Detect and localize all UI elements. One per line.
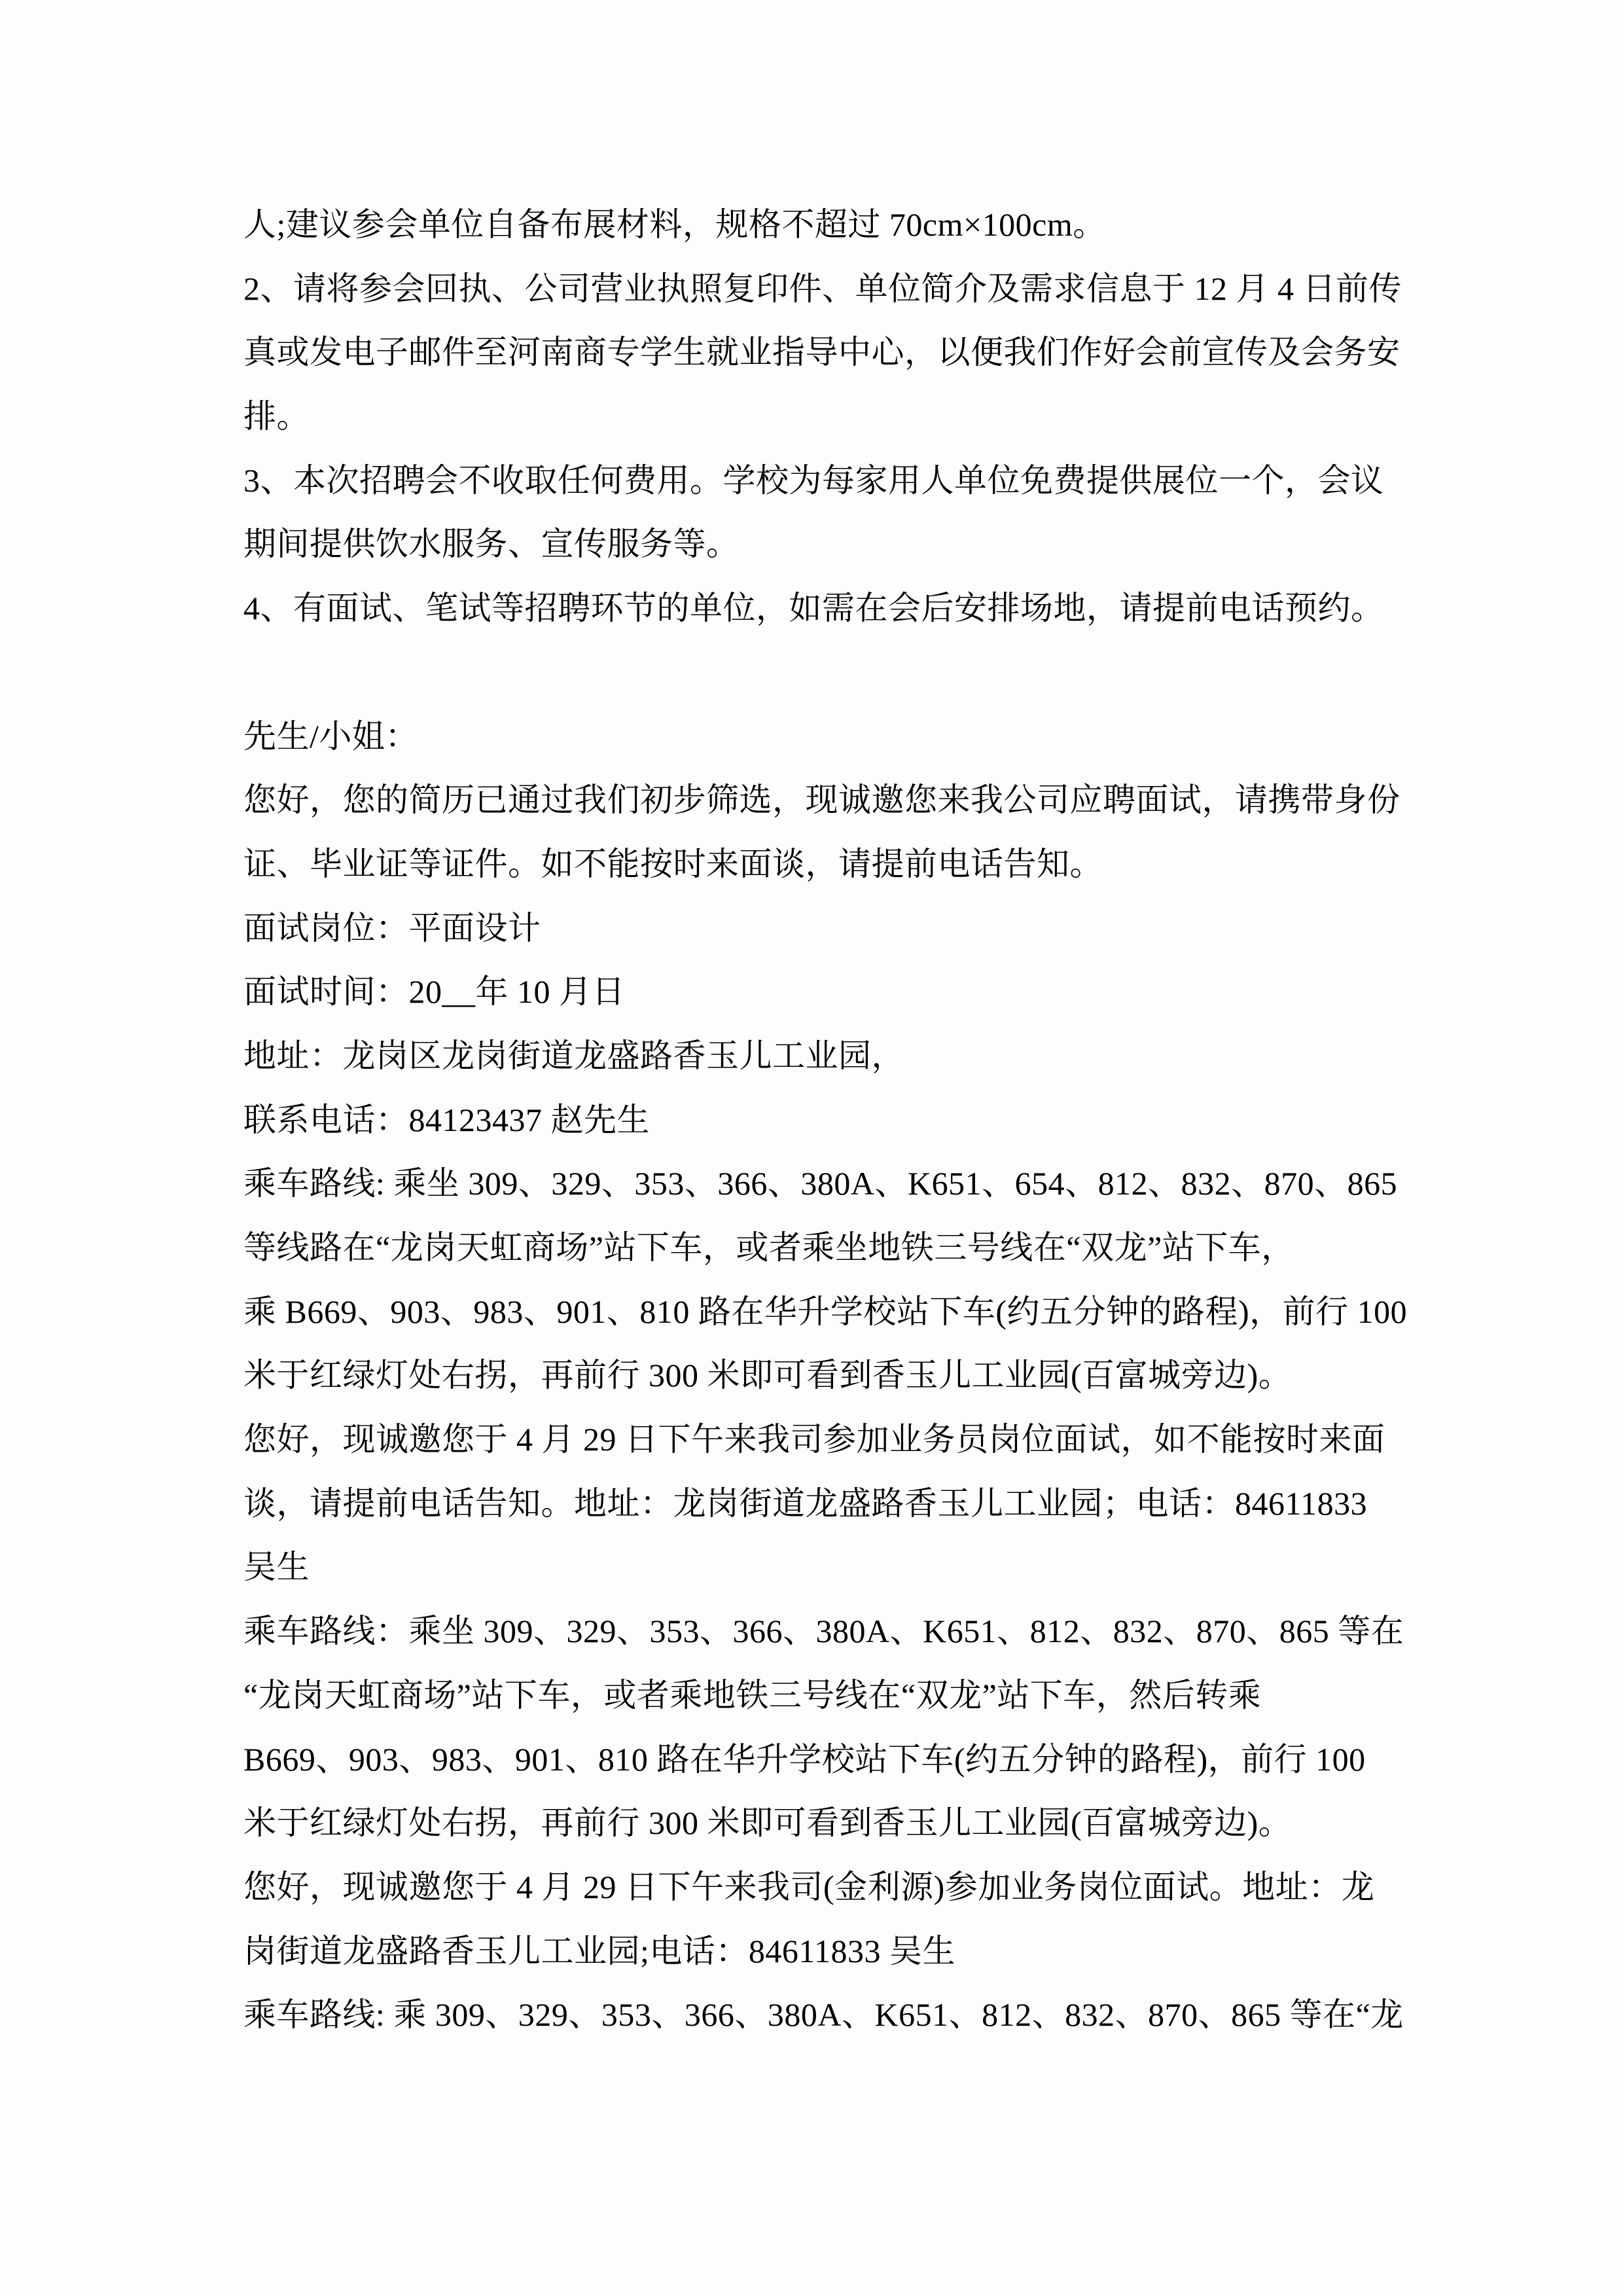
text-line: 乘 B669、903、983、901、810 路在华升学校站下车(约五分钟的路程)，前行 100 (243, 1293, 1408, 1330)
text-line: 先生/小姐： (243, 717, 418, 755)
text-line: 面试时间：20__年 10 月日 (243, 973, 625, 1011)
text-line: B669、903、983、901、810 路在华升学校站下车(约五分钟的路程)，前行 100 (243, 1740, 1366, 1778)
text-line: 面试岗位：平面设计 (243, 909, 541, 946)
text-line: 米于红绿灯处右拐，再前行 300 米即可看到香玉儿工业园(百富城旁边)。 (243, 1357, 1292, 1394)
text-line: 乘车路线：乘坐 309、329、353、366、380A、K651、812、832、870、865 等在 (243, 1613, 1404, 1650)
text-line: 米于红绿灯处右拐，再前行 300 米即可看到香玉儿工业园(百富城旁边)。 (243, 1804, 1292, 1842)
text-line: 吴生 (243, 1549, 310, 1586)
text-line: 谈，请提前电话告知。地址：龙岗街道龙盛路香玉儿工业园；电话：84611833 (243, 1484, 1368, 1522)
document-text-block (243, 193, 1408, 2047)
text-line: 地址：龙岗区龙岗街道龙盛路香玉儿工业园， (243, 1037, 904, 1074)
text-line: 排。 (243, 398, 310, 435)
text-line: 期间提供饮水服务、宣传服务等。 (243, 526, 740, 563)
text-line: 人;建议参会单位自备布展材料，规格不超过 70cm×100cm。 (243, 206, 1106, 243)
text-line: 3、本次招聘会不收取任何费用。学校为每家用人单位免费提供展位一个，会议 (243, 461, 1384, 499)
text-line: 您好，现诚邀您于 4 月 29 日下午来我司参加业务员岗位面试，如不能按时来面 (243, 1421, 1385, 1458)
text-line: 4、有面试、笔试等招聘环节的单位，如需在会后安排场地，请提前电话预约。 (243, 590, 1384, 627)
text-line: 联系电话：84123437 赵先生 (243, 1101, 650, 1138)
text-line: 您好，您的简历已通过我们初步筛选，现诚邀您来我公司应聘面试，请携带身份 (243, 781, 1400, 819)
text-line: 2、请将参会回执、公司营业执照复印件、单位简介及需求信息于 12 月 4 日前传 (243, 270, 1402, 307)
text-line: 等线路在“龙岗天虹商场”站下车，或者乘坐地铁三号线在“双龙”站下车， (243, 1229, 1294, 1266)
text-line: 证、毕业证等证件。如不能按时来面谈，请提前电话告知。 (243, 845, 1103, 882)
text-line: 您好，现诚邀您于 4 月 29 日下午来我司(金利源)参加业务岗位面试。地址：龙 (243, 1868, 1375, 1905)
text-line: “龙岗天虹商场”站下车，或者乘地铁三号线在“双龙”站下车，然后转乘 (243, 1676, 1262, 1713)
text-line: 真或发电子邮件至河南商专学生就业指导中心，以便我们作好会前宣传及会务安 (243, 334, 1400, 371)
text-line: 岗街道龙盛路香玉儿工业园;电话：84611833 吴生 (243, 1932, 956, 1969)
text-line: 乘车路线: 乘坐 309、329、353、366、380A、K651、654、812、832、870、865 (243, 1165, 1398, 1202)
text-line: 乘车路线: 乘 309、329、353、366、380A、K651、812、832、870、865 等在“龙 (243, 1996, 1404, 2034)
text-line-blank (243, 641, 1383, 705)
